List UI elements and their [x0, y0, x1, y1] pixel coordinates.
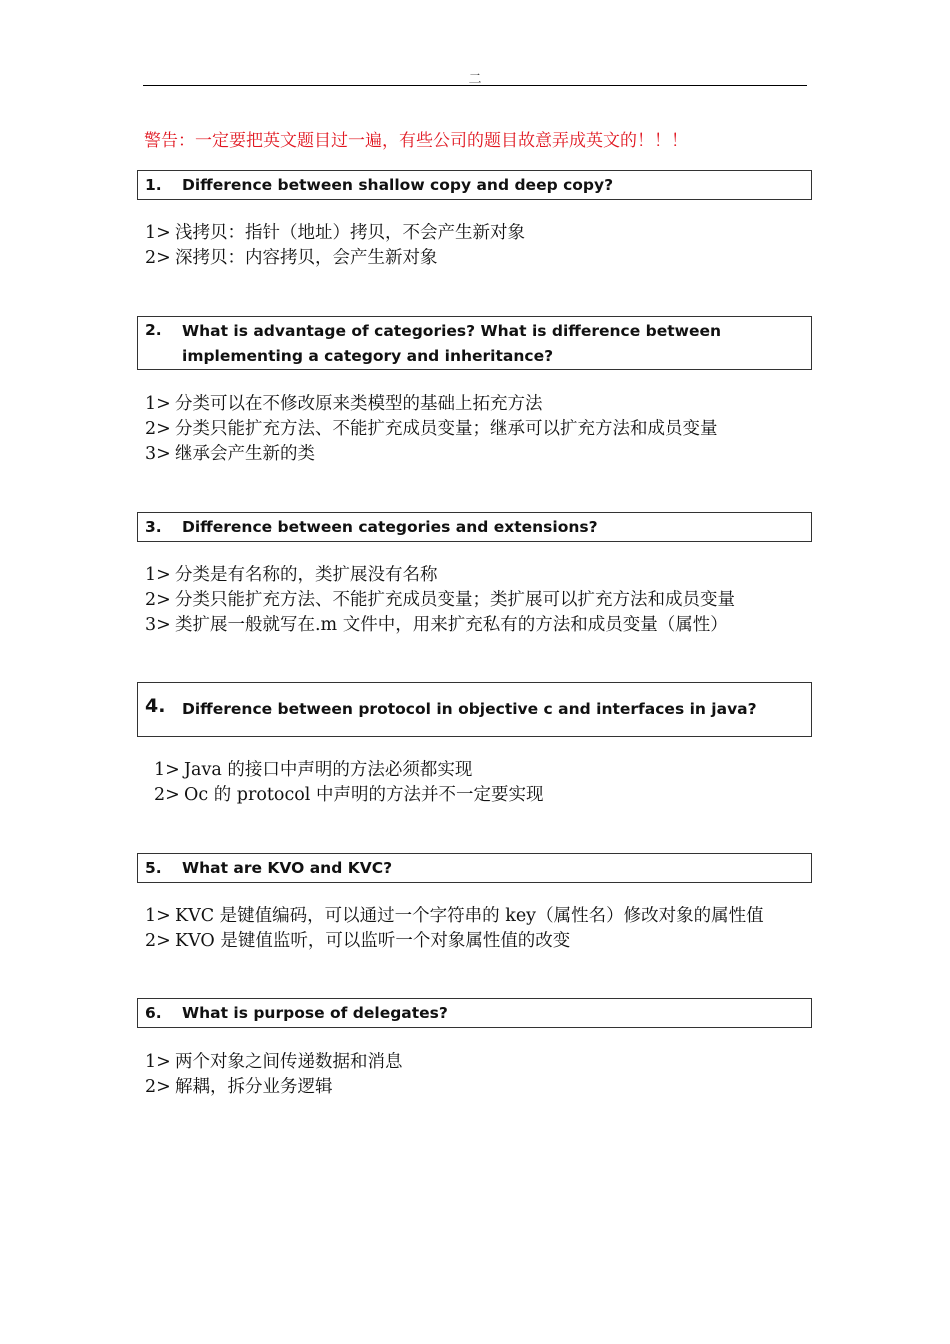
answer-item: 3> 类扩展一般就写在.m 文件中，用来扩充私有的方法和成员变量（属性） — [145, 615, 728, 635]
question-6-box — [137, 998, 812, 1028]
question-1-box — [137, 170, 812, 200]
question-number: 5. — [145, 859, 162, 877]
question-number: 3. — [145, 518, 162, 536]
answer-item: 2> 深拷贝：内容拷贝，会产生新对象 — [145, 248, 438, 268]
question-title: Difference between categories and extensions? — [182, 517, 598, 536]
answer-item: 2> 分类只能扩充方法、不能扩充成员变量；继承可以扩充方法和成员变量 — [145, 419, 718, 439]
question-2-box — [137, 316, 812, 370]
question-4-box — [137, 682, 812, 737]
answer-item: 2> Oc 的 protocol 中声明的方法并不一定要实现 — [154, 785, 544, 805]
page-header-mark: 二 — [468, 72, 482, 87]
question-number: 6. — [145, 1004, 162, 1022]
question-5-answers — [145, 904, 764, 954]
answer-item: 1> 分类是有名称的，类扩展没有名称 — [145, 565, 438, 585]
question-4-answers — [154, 758, 543, 808]
answer-item: 3> 继承会产生新的类 — [145, 444, 315, 464]
answer-item: 2> 分类只能扩充方法、不能扩充成员变量；类扩展可以扩充方法和成员变量 — [145, 590, 735, 610]
question-title: What is advantage of categories? What is difference between implementing a category and inheritance? — [182, 322, 722, 365]
answer-item: 1> 浅拷贝：指针（地址）拷贝，不会产生新对象 — [145, 223, 525, 243]
question-title: Difference between shallow copy and deep copy? — [182, 175, 614, 194]
question-2-answers — [145, 392, 718, 467]
answer-item: 1> 分类可以在不修改原来类模型的基础上拓充方法 — [145, 394, 543, 414]
header-rule — [143, 85, 807, 86]
answer-item: 2> KVO 是键值监听，可以监听一个对象属性值的改变 — [145, 931, 571, 951]
question-6-answers — [145, 1050, 403, 1100]
question-5-box — [137, 853, 812, 883]
answer-item: 1> KVC 是键值编码，可以通过一个字符串的 key（属性名）修改对象的属性值 — [145, 906, 764, 926]
question-3-box — [137, 512, 812, 542]
question-number: 4. — [145, 695, 166, 717]
answer-item: 2> 解耦，拆分业务逻辑 — [145, 1077, 333, 1097]
question-title: What is purpose of delegates? — [182, 1003, 448, 1022]
warning-text: 警告：一定要把英文题目过一遍，有些公司的题目故意弄成英文的！！！ — [144, 131, 688, 151]
question-3-answers — [145, 563, 735, 638]
answer-item: 1> 两个对象之间传递数据和消息 — [145, 1052, 403, 1072]
question-number: 1. — [145, 176, 162, 194]
question-title: What are KVO and KVC? — [182, 858, 393, 877]
answer-item: 1> Java 的接口中声明的方法必须都实现 — [154, 760, 473, 780]
question-1-answers — [145, 221, 525, 271]
question-title: Difference between protocol in objective c and interfaces in java? — [182, 700, 757, 718]
question-number: 2. — [145, 321, 162, 339]
